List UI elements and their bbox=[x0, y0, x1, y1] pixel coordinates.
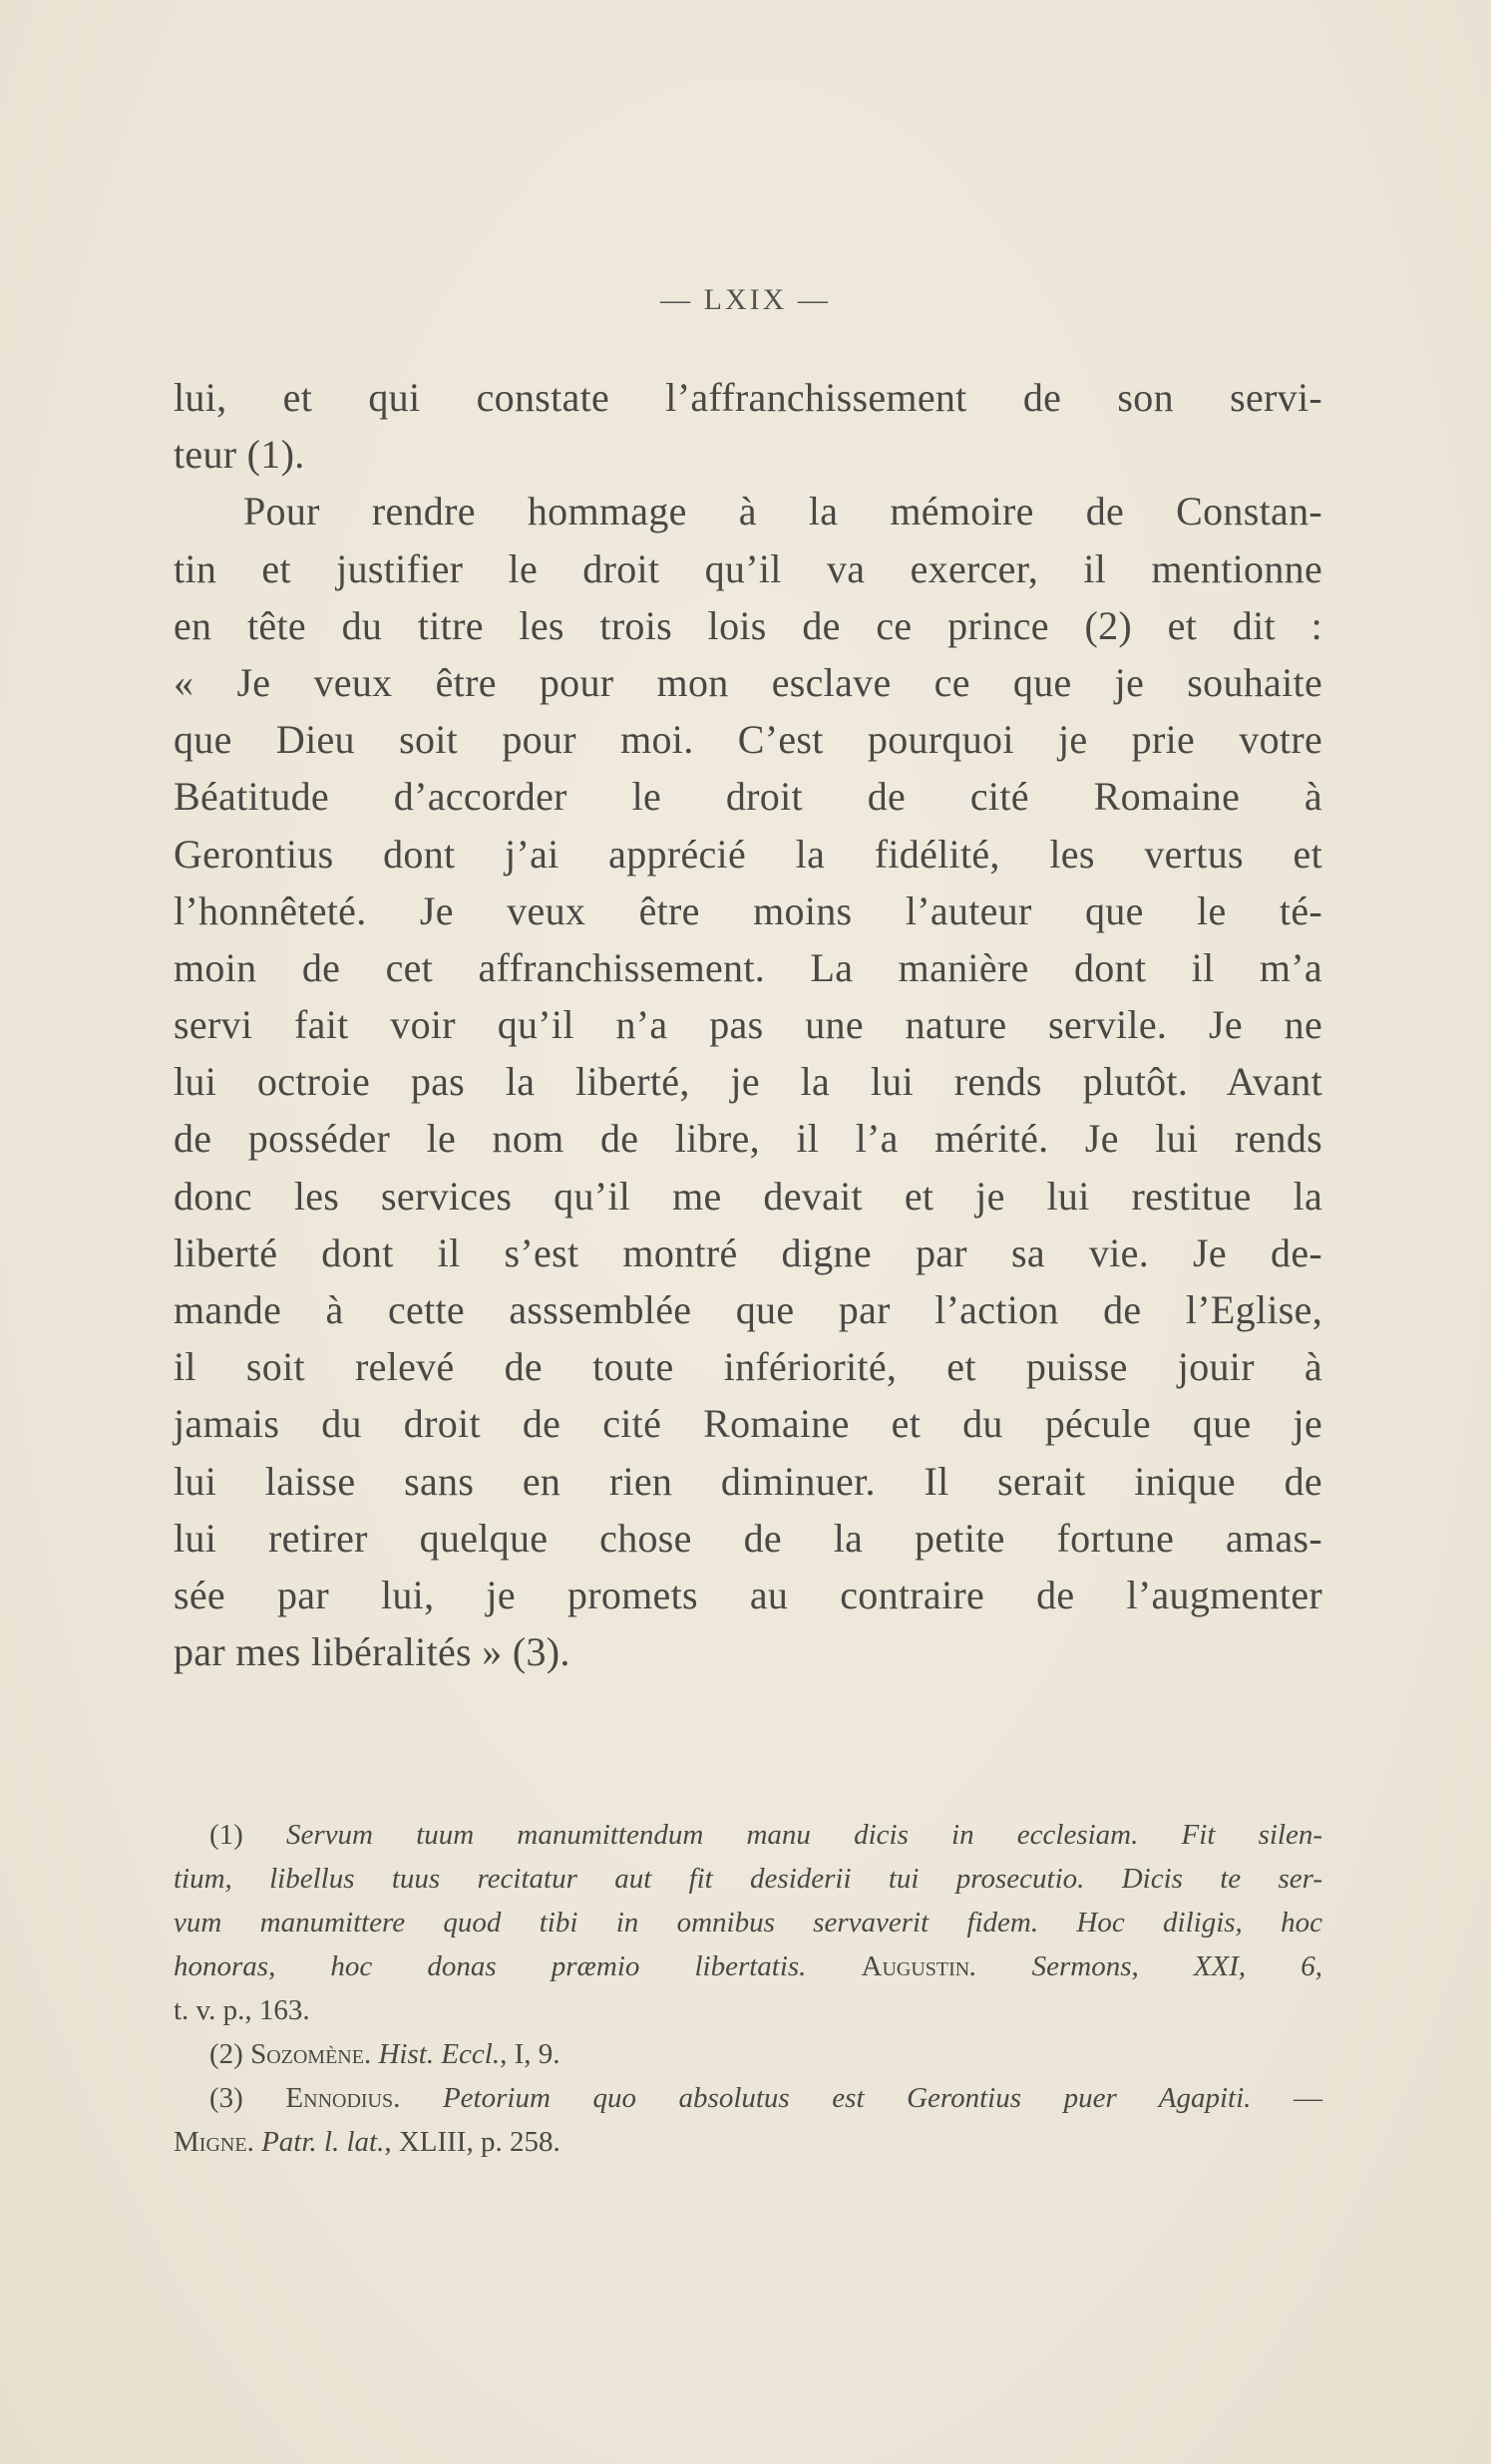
text-line: servi fait voir qu’il n’a pas une nature servile. Je ne bbox=[174, 1002, 1322, 1048]
text-line: liberté dont il s’est montré digne par sa vie. Je de- bbox=[174, 1230, 1322, 1275]
footnote-title: Petorium quo absolutus est Gerontius puer Agapiti. bbox=[442, 2082, 1252, 2114]
text-line: donc les services qu’il me devait et je lui restitue la bbox=[174, 1173, 1322, 1219]
footnote-dash: — bbox=[1251, 2082, 1323, 2114]
footnote-2-line bbox=[174, 2032, 1322, 2076]
text-line: tin et justifier le droit qu’il va exercer, il mentionne bbox=[174, 545, 1322, 591]
footnote-text: Servum tuum manumittendum manu dicis in ecclesiam. Fit silen- bbox=[286, 1819, 1323, 1851]
footnote-text: tium, libellus tuus recitatur aut fit desiderii tui prosecutio. Dicis te ser- bbox=[174, 1863, 1322, 1895]
text-line: jamais du droit de cité Romaine et du pécule que je bbox=[174, 1401, 1322, 1447]
text-line: lui octroie pas la liberté, je la lui rends plutôt. Avant bbox=[174, 1059, 1322, 1105]
footnote-ref: , I, 9. bbox=[500, 2038, 560, 2070]
footnote-sep: . bbox=[363, 2038, 379, 2070]
footnote-author: Augustin bbox=[861, 1950, 970, 1982]
footnote-1-line bbox=[174, 1944, 1322, 1988]
footnote-1-line bbox=[174, 1901, 1322, 1944]
footnote-work: Hist. Eccl. bbox=[378, 2038, 501, 2070]
footnotes bbox=[174, 1813, 1322, 2164]
text-line: sée par lui, je promets au contraire de l’augmenter bbox=[174, 1572, 1322, 1617]
footnote-3-line bbox=[174, 2076, 1322, 2120]
text-line: « Je veux être pour mon esclave ce que je souhaite bbox=[174, 659, 1322, 705]
footnote-1-line bbox=[174, 1813, 1322, 1857]
body-text bbox=[174, 369, 1322, 1680]
footnote-author: Sozomène bbox=[250, 2038, 364, 2070]
footnote-1-line: t. v. p., 163. bbox=[174, 1994, 310, 2026]
text-line: en tête du titre les trois lois de ce prince (2) et dit : bbox=[174, 602, 1322, 648]
footnote-3-line bbox=[174, 2120, 1322, 2164]
text-line: par mes libéralités » (3). bbox=[174, 1629, 570, 1675]
text-line: lui, et qui constate l’affranchissement de son servi- bbox=[174, 375, 1322, 420]
text-line: Gerontius dont j’ai apprécié la fidélité, les vertus et bbox=[174, 831, 1322, 877]
text-line: l’honnêteté. Je veux être moins l’auteur que le té- bbox=[174, 887, 1322, 933]
footnote-text: honoras, hoc donas præmio libertatis. bbox=[174, 1950, 807, 1982]
footnote-sep: . bbox=[246, 2126, 262, 2158]
footnote-text: . Sermons, XXI, 6, bbox=[969, 1950, 1322, 1982]
footnote-work: Patr. l. lat. bbox=[261, 2126, 385, 2158]
text-line: lui retirer quelque chose de la petite fortune amas- bbox=[174, 1515, 1322, 1561]
text-line: lui laisse sans en rien diminuer. Il serait inique de bbox=[174, 1458, 1322, 1504]
page-number: — LXIX — bbox=[660, 283, 831, 316]
footnote-1-line bbox=[174, 1857, 1322, 1901]
text-line: il soit relevé de toute infériorité, et puisse jouir à bbox=[174, 1344, 1322, 1390]
footnote-ref: , XLIII, p. 258. bbox=[384, 2126, 560, 2158]
footnote-author: Ennodius bbox=[285, 2082, 394, 2114]
footnote-sep: . bbox=[393, 2082, 443, 2114]
text-line: Pour rendre hommage à la mémoire de Constan- bbox=[243, 489, 1322, 534]
text-line: moin de cet affranchissement. La manière dont il m’a bbox=[174, 944, 1322, 990]
text-line: que Dieu soit pour moi. C’est pourquoi je prie votre bbox=[174, 717, 1322, 763]
footnote-number: (3) bbox=[209, 2082, 243, 2114]
footnote-author: Migne bbox=[174, 2126, 247, 2158]
text-line: mande à cette asssemblée que par l’action de l’Eglise, bbox=[174, 1287, 1322, 1332]
footnote-number: (1) bbox=[209, 1819, 243, 1851]
text-line: Béatitude d’accorder le droit de cité Romaine à bbox=[174, 774, 1322, 820]
text-line: de posséder le nom de libre, il l’a mérité. Je lui rends bbox=[174, 1116, 1322, 1162]
footnote-number: (2) bbox=[209, 2038, 243, 2070]
footnote-text: vum manumittere quod tibi in omnibus servaverit fidem. Hoc diligis, hoc bbox=[174, 1907, 1322, 1938]
text-line: teur (1). bbox=[174, 432, 305, 478]
